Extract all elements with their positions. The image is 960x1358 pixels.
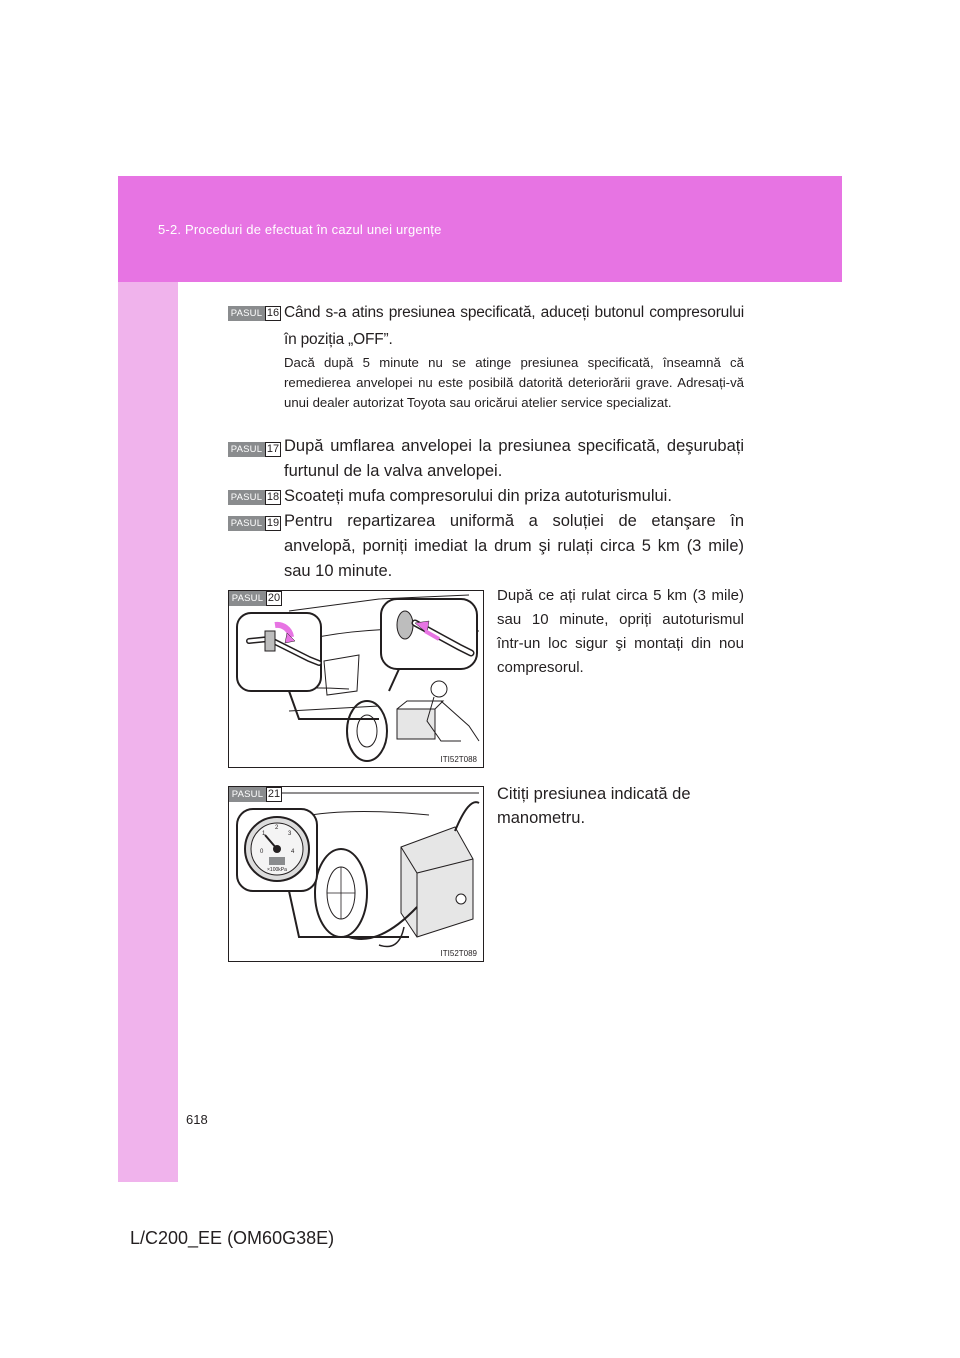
step-badge-19: [228, 516, 280, 531]
gauge-unit: ×100kPa: [267, 867, 287, 873]
figure-step-21: [228, 786, 484, 962]
gauge-tick-1: 1: [262, 831, 266, 837]
gauge-tick-2: 2: [275, 825, 279, 831]
figure-step-20: [228, 590, 484, 768]
step-label: PASUL: [229, 787, 266, 802]
step-label: PASUL: [228, 516, 265, 531]
step-16-text: Când s-a atins presiunea specificată, aduceți butonul compresorului în poziția „OFF”.: [284, 304, 744, 348]
step-19-text: Pentru repartizarea uniformă a soluției de etanşare în anvelopă, porniți imediat la drum şi rulați circa 5 km (3 mile) sau 10 minute.: [284, 512, 744, 580]
step-badge-17: [228, 442, 280, 457]
step-label: PASUL: [228, 306, 265, 321]
pressure-gauge-illustration: [229, 787, 485, 963]
step-number: 19: [266, 517, 280, 529]
step-label: PASUL: [228, 442, 265, 457]
step-number: 21: [267, 788, 281, 800]
step-21-text: Citiți presiunea indicată de manometru.: [497, 785, 691, 827]
step-label: PASUL: [228, 490, 265, 505]
step-badge-21: [229, 787, 281, 802]
step-number: 20: [267, 592, 281, 604]
step-20-text: După ce ați rulat circa 5 km (3 mile) sau 10 minute, opriți autoturismul într-un loc sigur şi montați din nou compresorul.: [497, 587, 744, 676]
gauge-tick-4: 4: [291, 849, 295, 855]
step-number: 18: [266, 491, 280, 503]
step-badge-20: [229, 591, 281, 606]
step-16-note: Dacă după 5 minute nu se atinge presiunea specificată, înseamnă că remedierea anvelopei nu este posibilă datorită deteriorării grave. Adresați-vă unui dealer autorizat Toyota sau oricărui atelier service specializat.: [284, 355, 744, 410]
gauge-tick-0: 0: [260, 849, 264, 855]
step-18-text: Scoateți mufa compresorului din priza autoturismului.: [284, 487, 672, 505]
side-band: [118, 282, 178, 1182]
step-label: PASUL: [229, 591, 266, 606]
step-number: 16: [266, 307, 280, 319]
figure-code: ITI52T089: [440, 949, 477, 958]
compressor-reconnect-illustration: [229, 591, 485, 769]
step-badge-18: [228, 490, 280, 505]
section-title: 5-2. Proceduri de efectuat în cazul unei urgențe: [158, 222, 442, 237]
step-number: 17: [266, 443, 280, 455]
step-badge-16: [228, 306, 280, 321]
gauge-tick-3: 3: [288, 831, 292, 837]
footer-code: L/C200_EE (OM60G38E): [130, 1228, 335, 1248]
page-number: 618: [186, 1112, 208, 1127]
figure-code: ITI52T088: [440, 755, 477, 764]
step-17-text: După umflarea anvelopei la presiunea specificată, deşurubați furtunul de la valva anvelopei.: [284, 437, 744, 480]
